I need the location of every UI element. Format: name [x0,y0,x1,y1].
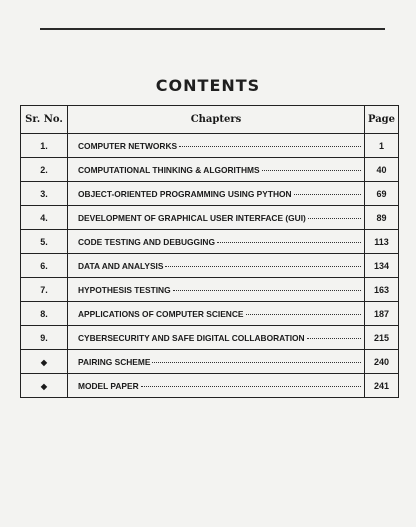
row-sr-no: 7. [21,278,68,302]
row-page-number: 113 [365,230,399,254]
top-rule [40,28,385,30]
row-bullet [21,374,68,398]
row-page-number: 240 [365,350,399,374]
chapter-title: MODEL PAPER [78,380,139,391]
row-page-number: 69 [365,182,399,206]
row-sr-no: 5. [21,230,68,254]
row-page-number: 40 [365,158,399,182]
row-page-number: 163 [365,278,399,302]
row-sr-no: 4. [21,206,68,230]
chapter-title: HYPOTHESIS TESTING [78,284,171,295]
chapter-title: DATA AND ANALYSIS [78,260,164,271]
row-page-number: 1 [365,134,399,158]
row-sr-no: 3. [21,182,68,206]
table-row [21,278,399,302]
row-page-number: 241 [365,374,399,398]
row-chapter [68,302,365,326]
dot-leader [179,146,361,147]
row-chapter [68,350,365,374]
row-chapter [68,134,365,158]
table-row [21,230,399,254]
table-row [21,326,399,350]
dot-leader [308,218,361,219]
table-row [21,158,399,182]
row-sr-no: 6. [21,254,68,278]
table-row [21,350,399,374]
diamond-bullet-icon: ◆ [40,357,48,367]
row-page-number: 215 [365,326,399,350]
row-chapter [68,206,365,230]
row-chapter [68,230,365,254]
table-row [21,182,399,206]
chapter-title: CODE TESTING AND DEBUGGING [78,236,215,247]
table-header-row [21,106,399,134]
table-row [21,374,399,398]
row-chapter [68,182,365,206]
row-chapter [68,374,365,398]
row-sr-no: 9. [21,326,68,350]
dot-leader [262,170,361,171]
row-chapter [68,326,365,350]
dot-leader [217,242,361,243]
row-page-number: 187 [365,302,399,326]
header-sr-no: Sr. No. [21,106,68,134]
chapter-title: OBJECT-ORIENTED PROGRAMMING USING PYTHON [78,188,292,199]
table-row [21,302,399,326]
header-chapters: Chapters [68,106,365,134]
chapter-title: COMPUTER NETWORKS [78,140,178,151]
row-bullet [21,350,68,374]
chapter-title: PAIRING SCHEME [78,356,151,367]
dot-leader [141,386,361,387]
page-title: CONTENTS [155,76,261,95]
dot-leader [152,362,361,363]
row-sr-no: 8. [21,302,68,326]
row-sr-no: 1. [21,134,68,158]
chapter-title: COMPUTATIONAL THINKING & ALGORITHMS [78,164,260,175]
row-sr-no: 2. [21,158,68,182]
dot-leader [165,266,361,267]
table-row [21,206,399,230]
table-row [21,254,399,278]
dot-leader [246,314,362,315]
row-page-number: 134 [365,254,399,278]
chapter-title: DEVELOPMENT OF GRAPHICAL USER INTERFACE (GUI) [78,212,306,223]
row-chapter [68,278,365,302]
dot-leader [294,194,361,195]
table-row [21,134,399,158]
contents-table [20,105,399,398]
row-chapter [68,254,365,278]
dot-leader [173,290,361,291]
chapter-title: APPLICATIONS OF COMPUTER SCIENCE [78,308,244,319]
dot-leader [307,338,361,339]
header-page: Page [365,106,399,134]
row-chapter [68,158,365,182]
row-page-number: 89 [365,206,399,230]
diamond-bullet-icon: ◆ [40,381,48,391]
chapter-title: CYBERSECURITY AND SAFE DIGITAL COLLABORATION [78,332,305,343]
